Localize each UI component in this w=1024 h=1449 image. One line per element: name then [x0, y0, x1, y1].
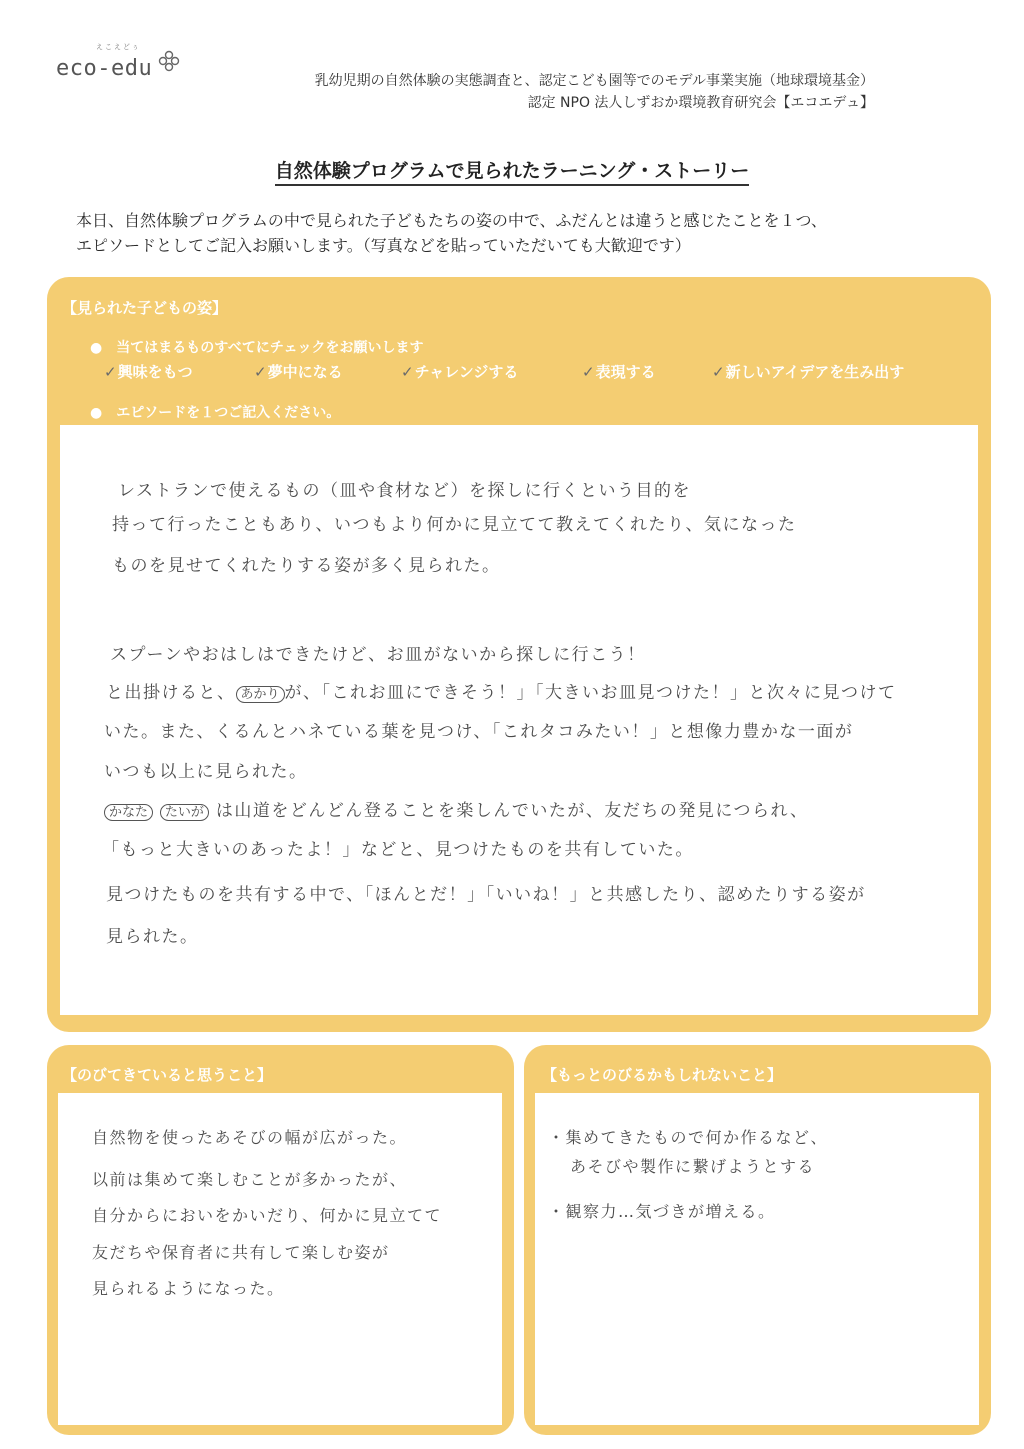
- child-name-circled: たいが: [160, 804, 209, 821]
- episode-line: いつも以上に見られた。: [104, 762, 308, 782]
- flower-icon: [158, 50, 180, 72]
- episode-line: [106, 678, 897, 703]
- growing-line: 見られるようになった。: [92, 1279, 285, 1298]
- checkbox-label: 表現する: [595, 363, 656, 381]
- child-name-circled: あかり: [236, 686, 285, 703]
- episode-line: 見つけたものを共有する中で、「ほんとだ！」「いいね！」と共感したり、認めたりする姿が: [106, 885, 866, 905]
- episode-line: [104, 796, 809, 821]
- checkbox-label: 夢中になる: [267, 363, 343, 381]
- checkbox-express[interactable]: [582, 361, 656, 382]
- page-title: [0, 156, 1024, 183]
- header-line-1: 乳幼児期の自然体験の実態調査と、認定こども園等でのモデル事業実施（地球環境基金）: [314, 73, 874, 89]
- check-instruction: ● 当てはまるものすべてにチェックをお願いします: [90, 340, 424, 356]
- episode-line: 見られた。: [106, 927, 199, 947]
- page-title-text: 自然体験プログラムで見られたラーニング・ストーリー: [275, 160, 749, 186]
- episode-text: は山道をどんどん登ることを楽しんでいたが、友だちの発見につられ、: [215, 801, 809, 821]
- growing-title: 【のびてきていると思うこと】: [62, 1066, 273, 1084]
- growing-line: 友だちや保育者に共有して楽しむ姿が: [92, 1243, 390, 1262]
- checkbox-absorbed[interactable]: [254, 361, 343, 382]
- checkbox-label: 新しいアイデアを生み出す: [725, 363, 905, 381]
- checkbox-interest[interactable]: [104, 361, 193, 382]
- document-header: [315, 70, 874, 114]
- episode-line: 「もっと大きいのあったよ！」などと、見つけたものを共有していた。: [102, 840, 694, 860]
- episode-text: と出掛けると、: [106, 683, 236, 703]
- check-mark-icon: ✓: [712, 363, 725, 381]
- episode-line: いた。また、くるんとハネている葉を見つけ、「これタコみたい！」と想像力豊かな一面が: [104, 722, 854, 742]
- episode-line: ものを見せてくれたりする姿が多く見られた。: [112, 556, 501, 576]
- check-mark-icon: ✓: [401, 363, 414, 381]
- checkbox-new-idea[interactable]: [712, 361, 904, 382]
- potential-line: あそびや製作に繋げようとする: [570, 1157, 816, 1176]
- intro-line-1: 本日、自然体験プログラムの中で見られた子どもたちの姿の中で、ふだんとは違うと感じたことを１つ、: [76, 211, 827, 230]
- growing-line: 以前は集めて楽しむことが多かったが、: [92, 1170, 408, 1189]
- growing-line: 自分からにおいをかいだり、何かに見立てて: [92, 1206, 443, 1225]
- checkbox-label: チャレンジする: [414, 363, 519, 381]
- episode-instruction: ● エピソードを１つご記入ください。: [90, 405, 341, 421]
- logo-ruby: えこえどぅ: [96, 43, 141, 51]
- logo-text: eco-edu: [56, 56, 153, 81]
- checkbox-challenge[interactable]: [401, 361, 518, 382]
- episode-line: 持って行ったこともあり、いつもより何かに見立てて教えてくれたり、気になった: [112, 515, 797, 535]
- intro-text: [76, 208, 827, 258]
- child-name-circled: かなた: [104, 804, 153, 821]
- check-mark-icon: ✓: [254, 363, 267, 381]
- potential-title: 【もっとのびるかもしれないこと】: [542, 1066, 783, 1084]
- checkbox-label: 興味をもつ: [117, 363, 193, 381]
- episode-line: スプーンやおはしはできたけど、お皿がないから探しに行こう！: [110, 645, 646, 665]
- intro-line-2: エピソードとしてご記入お願いします。（写真などを貼っていただいても大歓迎です）: [76, 236, 691, 255]
- check-mark-icon: ✓: [104, 363, 117, 381]
- episode-text: が、「これお皿にできそう！」「大きいお皿見つけた！」と次々に見つけて: [284, 683, 897, 703]
- observed-child-title: 【見られた子どもの姿】: [62, 299, 228, 317]
- potential-line: ・観察力…気づきが増える。: [548, 1202, 776, 1221]
- check-mark-icon: ✓: [582, 363, 595, 381]
- eco-edu-logo: [56, 36, 196, 86]
- header-line-2: 認定 NPO 法人しずおか環境教育研究会【エコエデュ】: [527, 95, 874, 111]
- growing-line: 自然物を使ったあそびの幅が広がった。: [92, 1128, 408, 1147]
- episode-line: レストランで使えるもの（皿や食材など）を探しに行くという目的を: [118, 481, 691, 501]
- potential-line: ・集めてきたもので何か作るなど、: [548, 1128, 829, 1147]
